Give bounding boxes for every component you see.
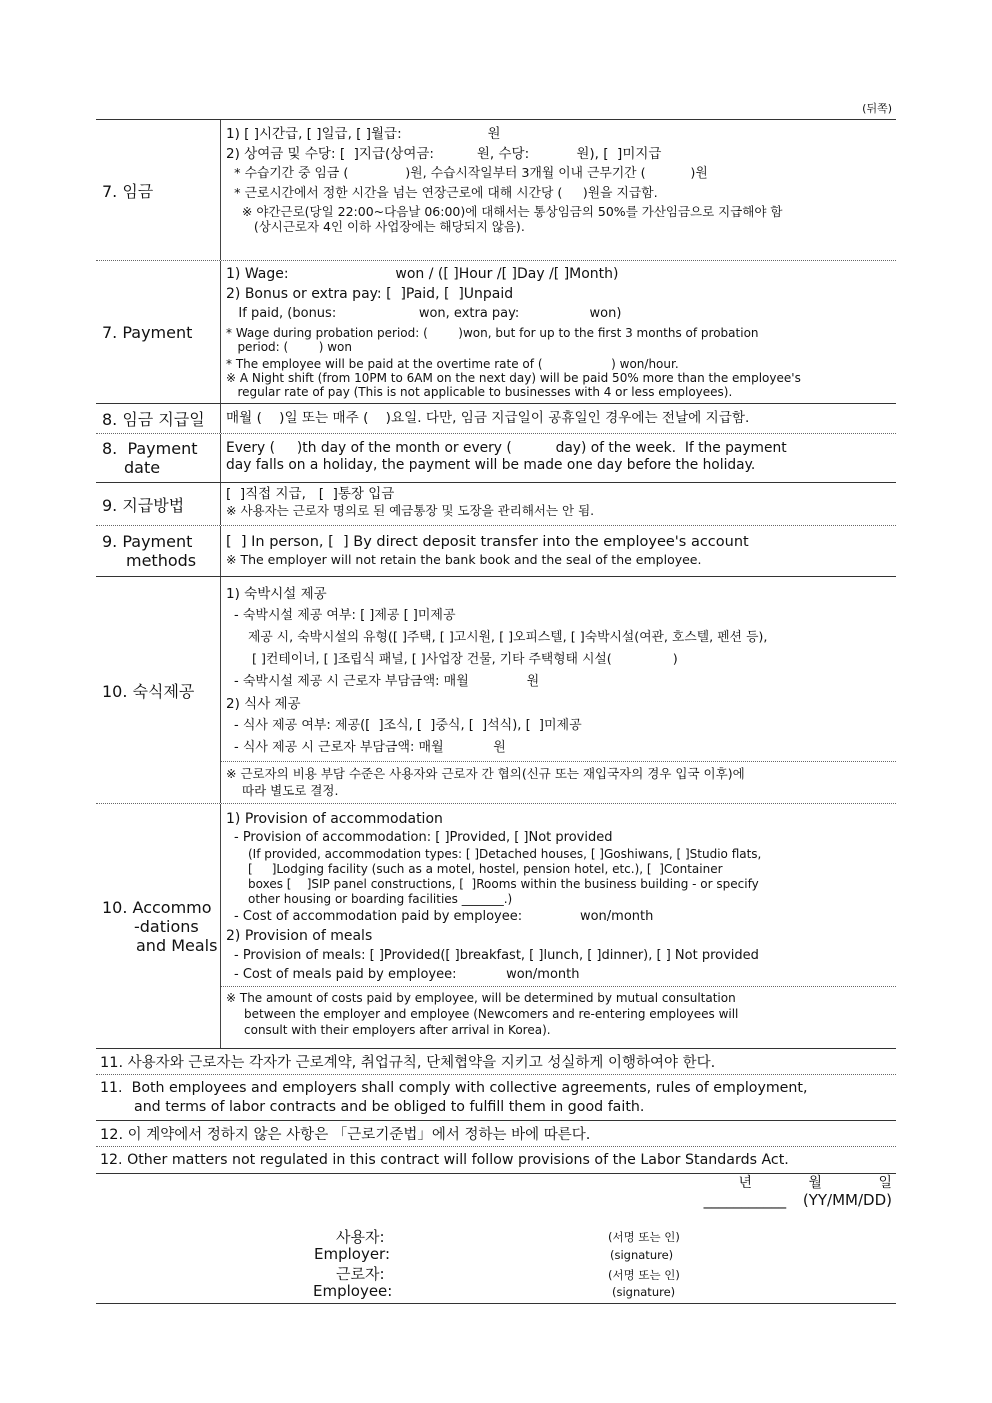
- section-7-en-label: [96, 261, 221, 403]
- section-8-en: [96, 434, 896, 483]
- employer-sign-en[interactable]: (signature): [610, 1248, 674, 1262]
- day-label: 일: [878, 1175, 892, 1191]
- date-format-text: (YY/MM/DD): [802, 1191, 892, 1209]
- text-line: - 식사 제공 여부: 제공([ ]조식, [ ]중식, [ ]석식), [ ]미제공: [234, 718, 582, 733]
- text-line: between the employer and employee (Newcomers and re-entering employees will: [244, 1007, 739, 1021]
- text-line: * 근로시간에서 정한 시간을 넘는 연장근로에 대해 시간당 ( )원을 지급함.: [226, 185, 658, 201]
- text-line: period: ( ) won: [226, 340, 352, 354]
- text-line: ※ 근로자의 비용 부담 수준은 사용자와 근로자 간 협의(신규 또는 재입국자의 경우 입국 이후)에: [226, 766, 745, 781]
- date-field: [96, 1172, 896, 1216]
- text-line: day falls on a holiday, the payment will be made one day before the holiday.: [226, 457, 756, 473]
- section-8-ko: [96, 404, 896, 434]
- employee-sign-ko[interactable]: (서명 또는 인): [608, 1268, 680, 1282]
- label-text: 8. Payment: [102, 439, 198, 458]
- month-label: 월: [808, 1175, 823, 1191]
- employee-sign-en[interactable]: (signature): [612, 1285, 676, 1299]
- label-text: and Meals: [136, 935, 218, 955]
- section-9-ko-label: [96, 483, 221, 525]
- text-line: * 수습기간 중 임금 ( )원, 수습시작일부터 3개월 이내 근무기간 ( )원: [226, 166, 708, 181]
- text-line: consult with their employers after arrival in Korea).: [244, 1023, 551, 1037]
- label-text: 8. 임금 지급일: [102, 410, 205, 429]
- text-line: 1) Provision of accommodation: [226, 811, 443, 827]
- date-labels: [687, 1172, 893, 1192]
- text-line: 매월 ( )일 또는 매주 ( )요일. 다만, 임금 지급일이 공휴일인 경우에는 전날에 지급함.: [226, 409, 750, 426]
- text-line: - Cost of meals paid by employee: won/month: [234, 967, 580, 982]
- text-line: and terms of labor contracts and be obliged to fulfill them in good faith.: [134, 1099, 645, 1115]
- text-line: [ ]컨테이너, [ ]조립식 패널, [ ]사업장 건물, 기타 주택형태 시설( ): [252, 652, 678, 667]
- section-9-ko: [96, 483, 896, 526]
- section-7-ko: [96, 120, 896, 261]
- section-7-en-content: [221, 261, 896, 403]
- employee-en-label: Employee:: [313, 1282, 393, 1300]
- label-text: 9. Payment: [102, 532, 193, 551]
- section-7-ko-content: [221, 120, 896, 260]
- date-format: [704, 1191, 892, 1209]
- section-10-ko-note: [221, 761, 896, 799]
- text-line: - Cost of accommodation paid by employee: won/month: [234, 909, 654, 924]
- text-line: [ ] In person, [ ] By direct deposit transfer into the employee's account: [226, 534, 749, 550]
- text-line: ※ 야간근로(당일 22:00~다음날 06:00)에 대해서는 통상임금의 50%를 가산임금으로 지급해야 함: [226, 204, 783, 219]
- label-text: 10. Accommo: [102, 897, 212, 917]
- section-12-en: [96, 1147, 896, 1174]
- text-line: If paid, (bonus: won, extra pay: won): [226, 306, 622, 321]
- section-11-en: [96, 1075, 896, 1121]
- label-text: -dations: [134, 916, 199, 936]
- text-line: 11. 사용자와 근로자는 각자가 근로계약, 취업규칙, 단체협약을 지키고 성실하게 이행하여야 한다.: [100, 1055, 716, 1071]
- text-line: 1) Wage: won / ([ ]Hour /[ ]Day /[ ]Month): [226, 266, 619, 282]
- text-line: * The employee will be paid at the overtime rate of ( ) won/hour.: [226, 357, 679, 371]
- page-side-mark: (뒤쪽): [862, 102, 892, 115]
- text-line: 2) 식사 제공: [226, 696, 301, 712]
- section-10-ko: [96, 577, 896, 804]
- section-8-en-content: [221, 434, 896, 482]
- text-line: [ ]Lodging facility (such as a motel, hostel, pension hotel, etc.), [ ]Container: [248, 862, 723, 876]
- employee-ko-label: 근로자:: [336, 1265, 385, 1283]
- text-line: 제공 시, 숙박시설의 유형([ ]주택, [ ]고시원, [ ]오피스텔, [ ]숙박시설(여관, 호스텔, 펜션 등),: [248, 630, 768, 645]
- section-10-ko-content: [221, 577, 896, 803]
- year-label: 년: [738, 1175, 753, 1191]
- text-line: 1) 숙박시설 제공: [226, 586, 327, 602]
- text-line: 2) Provision of meals: [226, 928, 373, 944]
- text-line: 2) Bonus or extra pay: [ ]Paid, [ ]Unpaid: [226, 286, 514, 302]
- section-9-ko-content: [221, 483, 896, 525]
- text-line: boxes [ ]SIP panel constructions, [ ]Rooms within the business building - or specify: [248, 877, 759, 891]
- section-9-en: [96, 526, 896, 577]
- date-blank[interactable]: ___________: [703, 1191, 787, 1209]
- section-10-en: [96, 804, 896, 1049]
- text-line: (상시근로자 4인 이하 사업장에는 해당되지 않음).: [226, 218, 525, 234]
- text-line: - Provision of meals: [ ]Provided([ ]breakfast, [ ]lunch, [ ]dinner), [ ] Not provided: [234, 948, 759, 963]
- text-line: 따라 별도로 결정.: [242, 783, 339, 798]
- section-12-ko: [96, 1121, 896, 1147]
- text-line: ※ A Night shift (from 10PM to 6AM on the next day) will be paid 50% more than the employee's: [226, 371, 801, 385]
- section-7-en: [96, 261, 896, 404]
- section-10-en-note: [221, 986, 896, 1038]
- contract-form: [96, 119, 896, 1174]
- label-text: 9. 지급방법: [102, 495, 185, 515]
- section-11-ko: [96, 1049, 896, 1075]
- text-line: 11. Both employees and employers shall comply with collective agreements, rules of employment,: [100, 1080, 808, 1096]
- text-line: - 숙박시설 제공 시 근로자 부담금액: 매월 원: [234, 674, 540, 689]
- text-line: 1) [ ]시간급, [ ]일급, [ ]월급: 원: [226, 126, 501, 142]
- section-7-ko-label: [96, 120, 221, 260]
- text-line: - 식사 제공 시 근로자 부담금액: 매월 원: [234, 740, 506, 755]
- text-line: 2) 상여금 및 수당: [ ]지급(상여금: 원, 수당: 원), [ ]미지급: [226, 145, 662, 162]
- text-line: regular rate of pay (This is not applicable to businesses with 4 or less employees).: [226, 385, 733, 399]
- section-10-en-label: [96, 804, 221, 1048]
- section-8-ko-content: [221, 404, 896, 433]
- label-text: 7. 임금: [102, 181, 154, 201]
- section-9-en-content: [221, 526, 896, 576]
- section-8-en-label: [96, 434, 221, 482]
- text-line: other housing or boarding facilities _______.): [248, 892, 513, 906]
- employer-en-label: Employer:: [314, 1245, 391, 1263]
- text-line: ※ 사용자는 근로자 명의로 된 예금통장 및 도장을 관리해서는 안 됨.: [226, 503, 595, 518]
- label-text: 7. Payment: [102, 322, 193, 342]
- section-9-en-label: [96, 526, 221, 576]
- bottom-rule: [96, 1303, 896, 1304]
- text-line: - 숙박시설 제공 여부: [ ]제공 [ ]미제공: [234, 608, 456, 623]
- section-10-en-content: [221, 804, 896, 1048]
- text-line: * Wage during probation period: ( )won, but for up to the first 3 months of probation: [226, 326, 759, 340]
- text-line: Every ( )th day of the month or every ( day) of the week. If the payment: [226, 440, 787, 456]
- employer-ko-label: 사용자:: [336, 1228, 385, 1246]
- text-line: - Provision of accommodation: [ ]Provided, [ ]Not provided: [234, 830, 613, 845]
- employer-sign-ko[interactable]: (서명 또는 인): [608, 1230, 680, 1244]
- label-text: date: [124, 458, 161, 477]
- label-text: 10. 숙식제공: [102, 681, 195, 701]
- label-text: methods: [126, 551, 197, 570]
- text-line: 12. Other matters not regulated in this contract will follow provisions of the Labor Standards Act.: [100, 1152, 789, 1168]
- section-10-ko-label: [96, 577, 221, 803]
- text-line: [ ]직접 지급, [ ]통장 입금: [226, 486, 395, 502]
- text-line: ※ The employer will not retain the bank book and the seal of the employee.: [226, 552, 702, 567]
- text-line: (If provided, accommodation types: [ ]Detached houses, [ ]Goshiwans, [ ]Studio flats,: [248, 847, 762, 861]
- section-8-ko-label: [96, 404, 221, 433]
- text-line: ※ The amount of costs paid by employee, will be determined by mutual consultation: [226, 991, 736, 1005]
- text-line: 12. 이 계약에서 정하지 않은 사항은 「근로기준법」에서 정하는 바에 따른다.: [100, 1127, 591, 1143]
